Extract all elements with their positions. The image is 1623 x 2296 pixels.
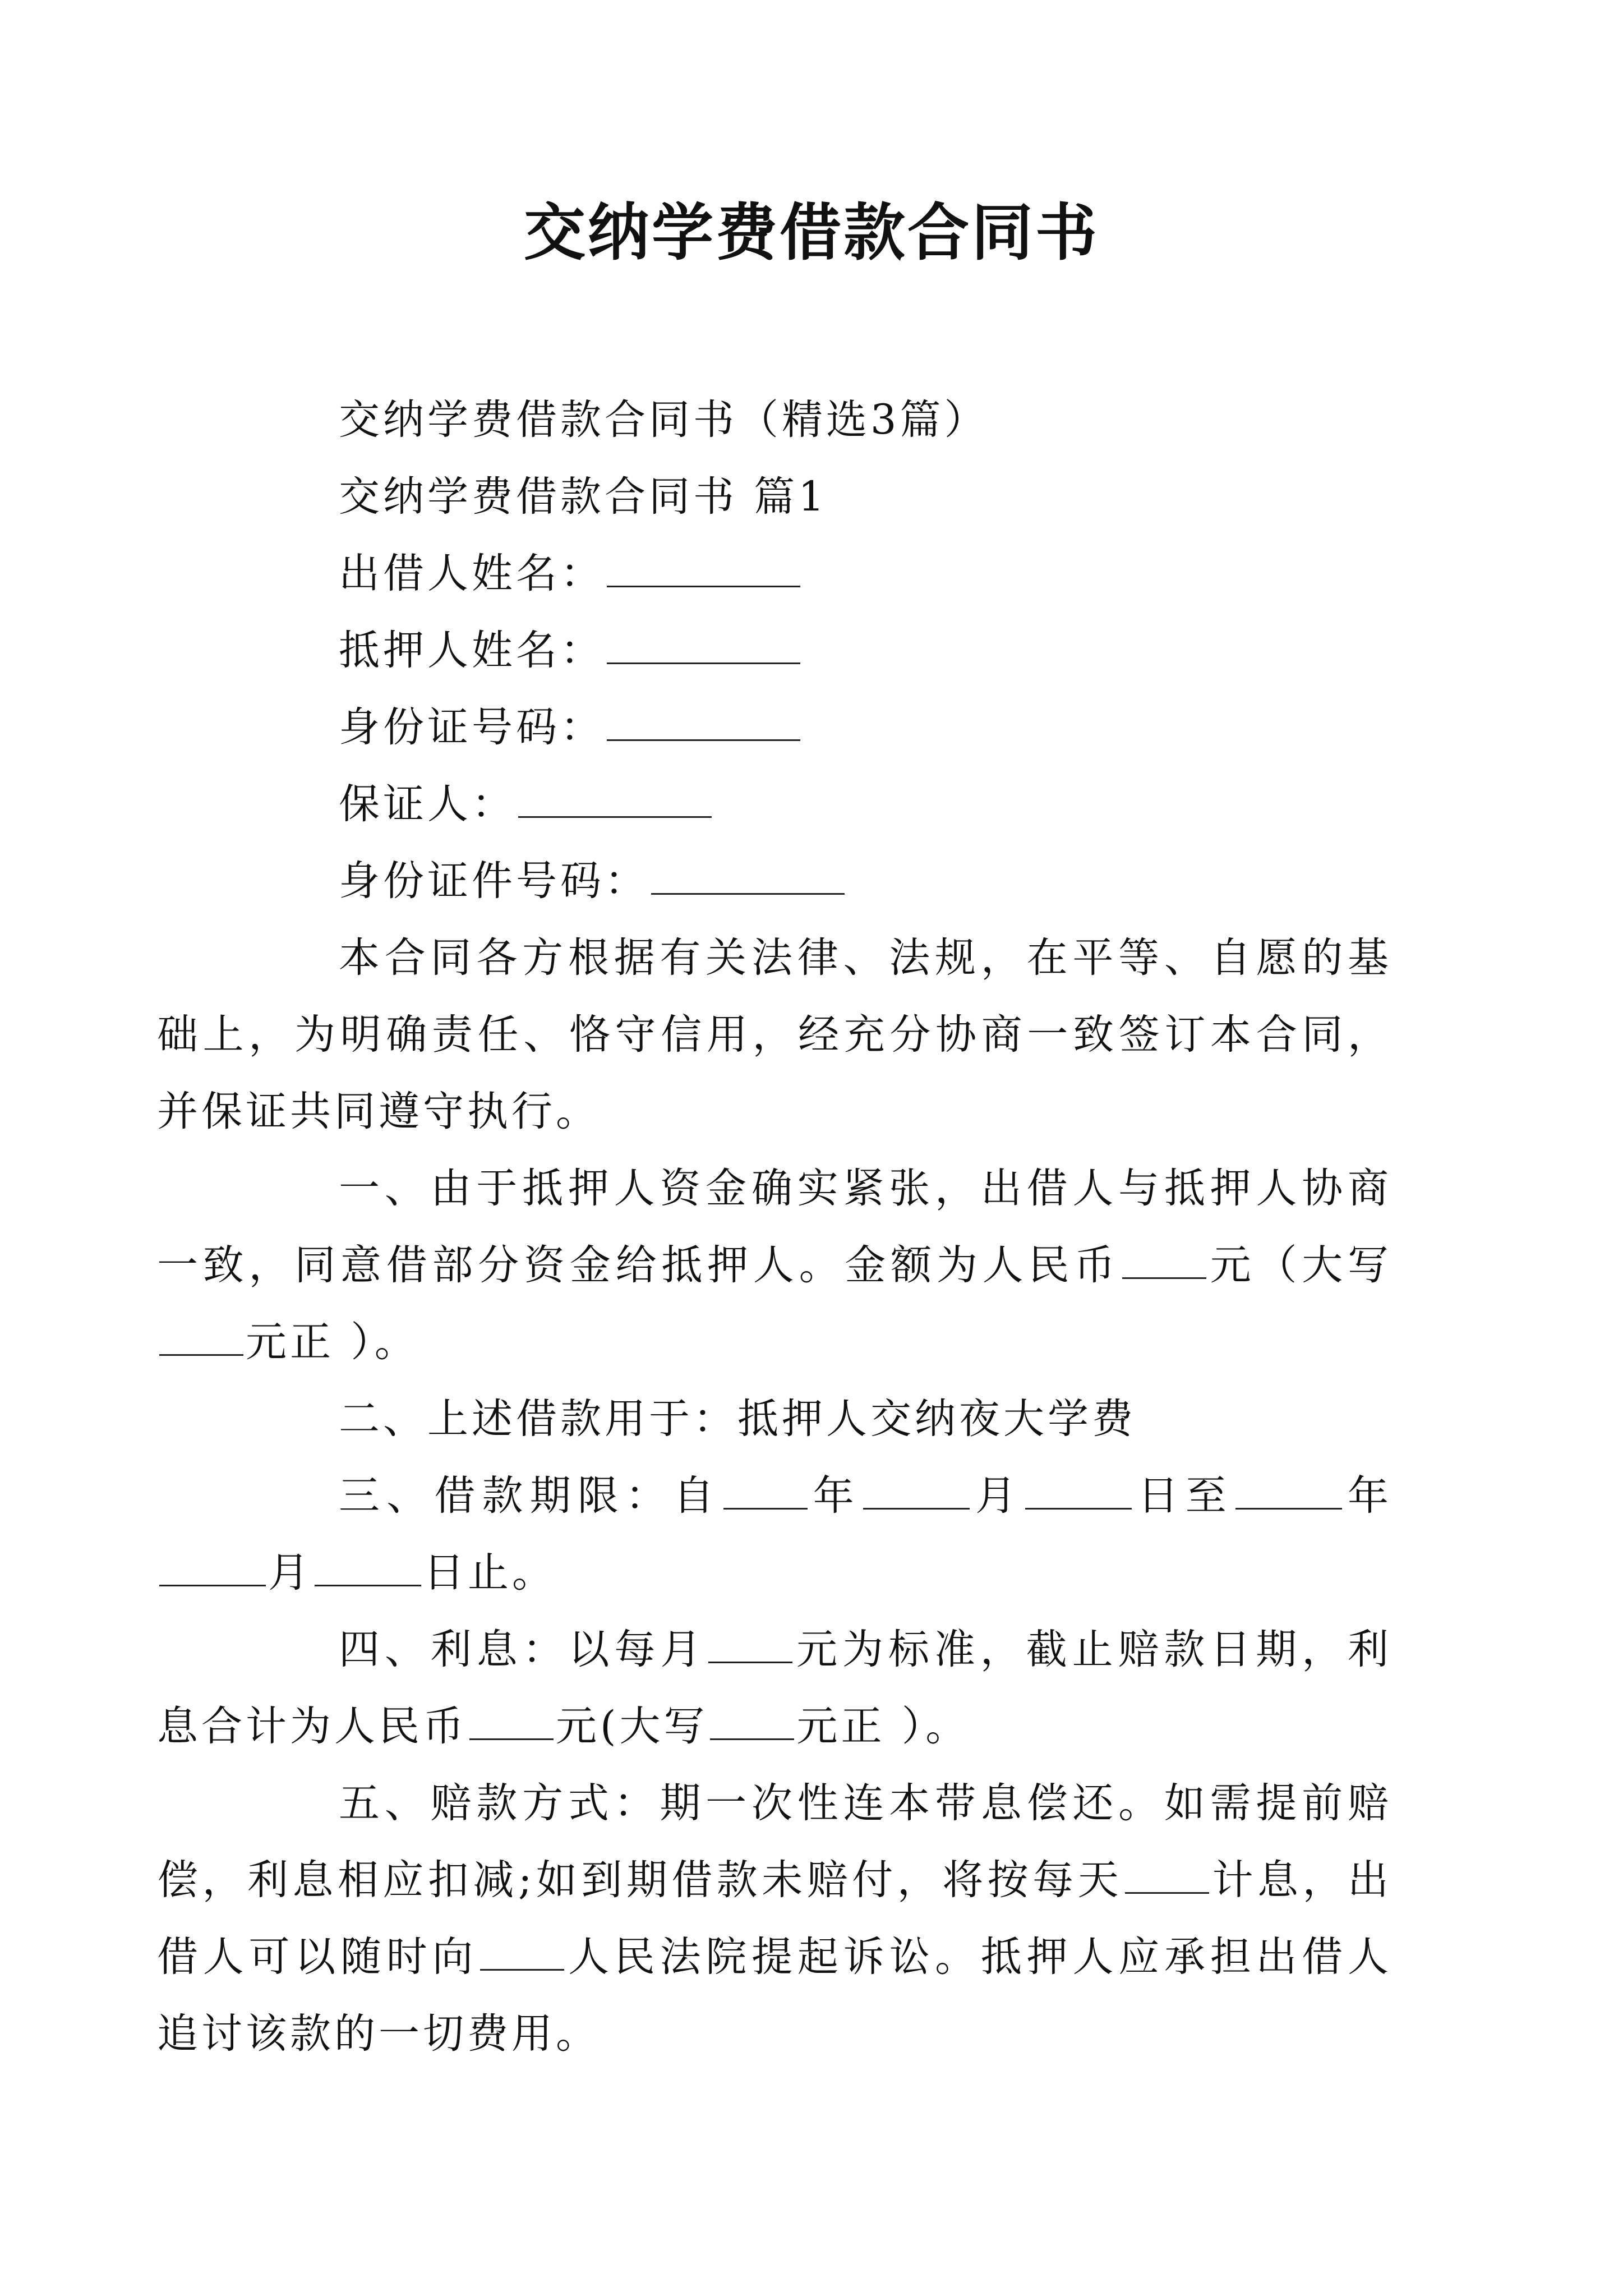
clause-text: 月 bbox=[268, 1549, 312, 1596]
clause-3 bbox=[157, 1457, 1392, 1611]
field-label: 抵押人姓名： bbox=[339, 627, 605, 674]
clause-text: 三、借款期限：自 bbox=[339, 1472, 721, 1520]
field-label: 出借人姓名： bbox=[339, 550, 605, 597]
document-body bbox=[157, 381, 1393, 2072]
blank-line bbox=[1122, 1239, 1206, 1279]
blank-line bbox=[607, 547, 800, 587]
clause-text: 四、利息：以每月 bbox=[339, 1626, 707, 1673]
blank-line bbox=[710, 1700, 794, 1740]
clause-text: 月 bbox=[971, 1472, 1023, 1520]
field-label: 身份证号码： bbox=[339, 703, 605, 751]
blank-line bbox=[651, 854, 845, 895]
field-lender-name bbox=[248, 535, 1392, 612]
field-guarantor-id bbox=[248, 843, 1392, 919]
blank-line bbox=[723, 1469, 808, 1510]
clause-4 bbox=[157, 1611, 1392, 1765]
blank-line bbox=[480, 1930, 564, 1971]
clause-5 bbox=[157, 1765, 1392, 2072]
clause-text: 日至 bbox=[1134, 1472, 1233, 1520]
field-label: 保证人： bbox=[339, 780, 516, 828]
blank-line bbox=[863, 1469, 970, 1510]
clause-text: 元(大写 bbox=[556, 1703, 708, 1750]
clause-text: 元正 ）。 bbox=[246, 1318, 419, 1366]
clause-text: 年 bbox=[809, 1472, 861, 1520]
field-guarantor bbox=[248, 766, 1392, 843]
blank-line bbox=[607, 624, 800, 664]
blank-line bbox=[159, 1315, 243, 1356]
clause-text: 年 bbox=[1344, 1472, 1392, 1520]
clause-text: 人民法院提起诉讼。抵押人应承担出借人追讨该款的一切费用。 bbox=[157, 1933, 1393, 2058]
subtitle: 交纳学费借款合同书（精选3篇） bbox=[339, 396, 989, 444]
clause-text: 元正 ）。 bbox=[796, 1703, 970, 1750]
blank-line bbox=[315, 1546, 421, 1586]
intro-paragraph: 本合同各方根据有关法律、法规，在平等、自愿的基础上，为明确责任、恪守信用，经充分协商一致签订本合同，并保证共同遵守执行。 bbox=[157, 934, 1392, 1135]
section-heading: 交纳学费借款合同书 篇1 bbox=[339, 473, 828, 521]
clause-2: 二、上述借款用于：抵押人交纳夜大学费 bbox=[339, 1395, 1136, 1443]
blank-line bbox=[518, 777, 712, 818]
clause-text: 计息，出借人可以随时向 bbox=[157, 1856, 1393, 1981]
blank-line bbox=[469, 1700, 554, 1740]
blank-line bbox=[1125, 1853, 1209, 1894]
blank-line bbox=[708, 1623, 792, 1663]
blank-line bbox=[607, 701, 800, 741]
field-label: 身份证件号码： bbox=[339, 857, 649, 905]
clause-text: 元（大写 bbox=[1208, 1241, 1393, 1289]
blank-line bbox=[1025, 1469, 1132, 1510]
clause-text: 五、赔款方式：期一次性连本带息偿还。如需提前赔偿，利息相应扣减;如到期借款未赔付，将按每天 bbox=[157, 1779, 1392, 1904]
blank-line bbox=[159, 1546, 266, 1586]
clause-text: 元为标准，截止赔款日期，利息合计为人民币 bbox=[157, 1626, 1393, 1750]
blank-line bbox=[1235, 1469, 1342, 1510]
field-id-number bbox=[248, 689, 1392, 766]
field-mortgagor-name bbox=[248, 612, 1392, 689]
document-title: 交纳学费借款合同书 bbox=[524, 196, 1099, 269]
clause-text: 日止。 bbox=[423, 1549, 556, 1596]
clause-text: 一、由于抵押人资金确实紧张，出借人与抵押人协商一致，同意借部分资金给抵押人。金额为人民币 bbox=[157, 1165, 1392, 1289]
clause-1 bbox=[157, 1150, 1392, 1381]
